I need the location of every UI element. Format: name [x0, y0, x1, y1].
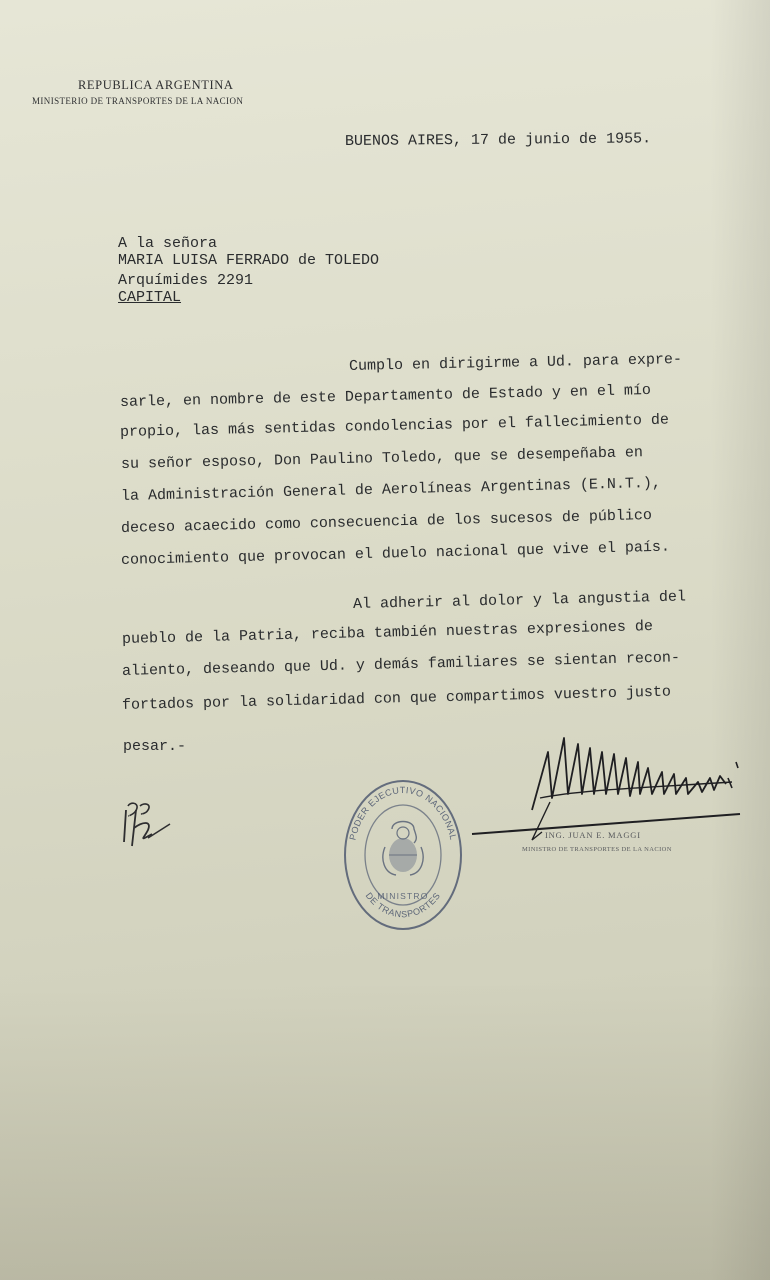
recipient-greeting: A la señora	[118, 235, 218, 252]
handwritten-initials	[122, 798, 182, 858]
body-line: propio, las más sentidas condolencias por el fallecimiento de	[119, 411, 670, 441]
coat-of-arms-icon	[383, 822, 423, 876]
body-line: deceso acaecido como consecuencia de los sucesos de público	[120, 507, 653, 537]
stamp-bottom-text: DE TRANSPORTES	[363, 890, 443, 920]
closing-line: pesar.-	[123, 738, 187, 755]
letterhead-country: REPUBLICA ARGENTINA	[78, 78, 234, 92]
body-line: aliento, deseando que Ud. y demás familiares se sientan recon-	[121, 649, 681, 680]
recipient-city: CAPITAL	[118, 289, 182, 306]
letterhead-ministry: MINISTERIO DE TRANSPORTES DE LA NACION	[32, 96, 244, 106]
signatory-title: MINISTRO DE TRANSPORTES DE LA NACION	[522, 846, 672, 853]
stamp-mid-text: MINISTRO	[377, 891, 429, 901]
official-stamp	[340, 775, 466, 935]
recipient-street: Arquímides 2291	[118, 272, 254, 289]
body-line: la Administración General de Aerolíneas Argentinas (E.N.T.),	[120, 474, 662, 505]
paper-shadow-bottom	[0, 980, 770, 1280]
signatory-name: ING. JUAN E. MAGGI	[545, 830, 641, 840]
stamp-top-text: PODER EJECUTIVO NACIONAL	[347, 785, 459, 842]
recipient-name: MARIA LUISA FERRADO de TOLEDO	[118, 252, 380, 269]
body-line: su señor esposo, Don Paulino Toledo, que se desempeñaba en	[120, 444, 644, 473]
body-line: fortados por la solidaridad con que compartimos vuestro justo	[121, 683, 672, 714]
body-line: Al adherir al dolor y la angustia del	[352, 588, 687, 613]
body-line: pueblo de la Patria, reciba también nuestras expresiones de	[121, 618, 654, 648]
date-line: BUENOS AIRES, 17 de junio de 1955.	[344, 130, 652, 150]
body-line: Cumplo en dirigirme a Ud. para expre-	[348, 351, 683, 375]
svg-text:PODER EJECUTIVO NACIONAL	[347, 785, 458, 841]
body-line: conocimiento que provocan el duelo nacional que vive el país.	[120, 538, 671, 569]
body-line: sarle, en nombre de este Departamento de Estado y en el mío	[119, 381, 652, 411]
